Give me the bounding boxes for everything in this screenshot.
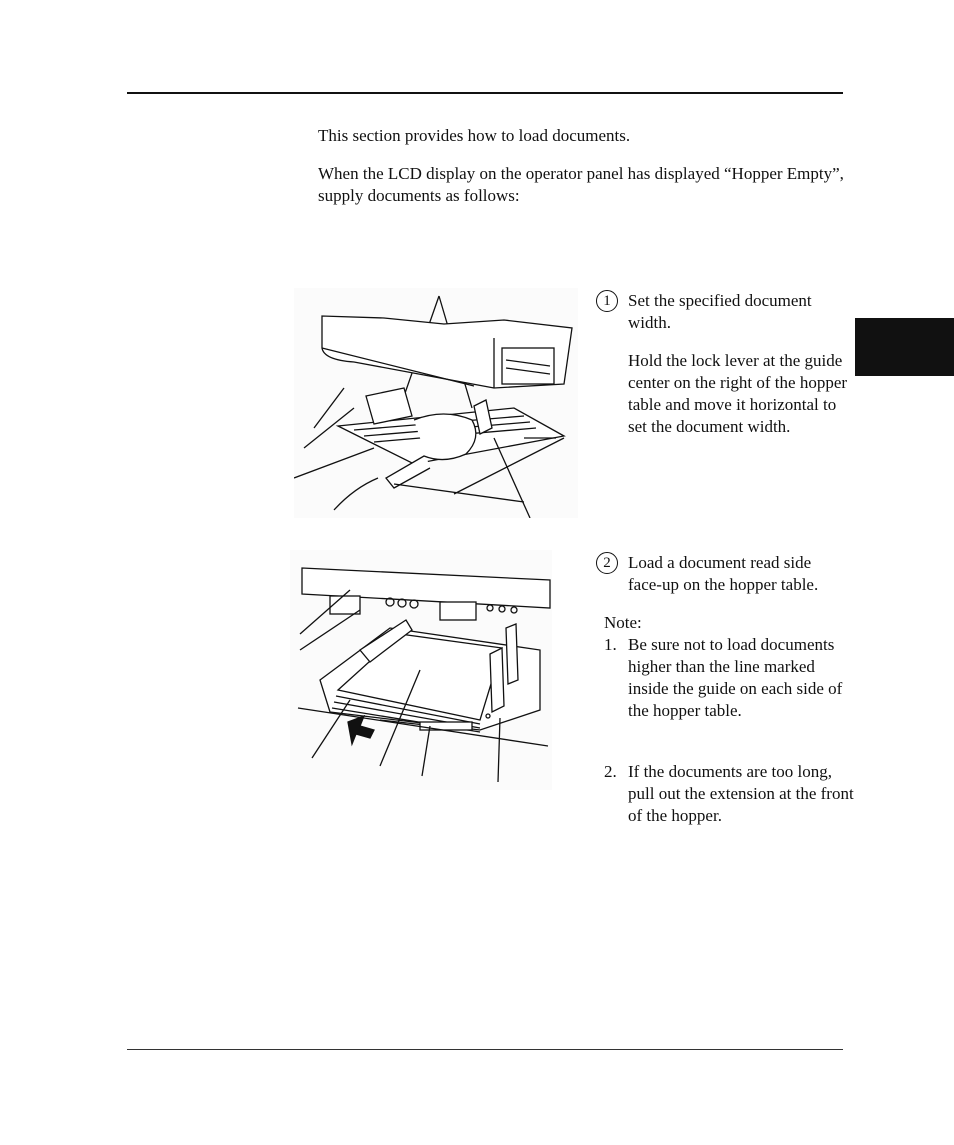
step-1-number: 1: [596, 290, 618, 312]
step-2-text: Load a document read side face-up on the hopper table.: [628, 553, 819, 594]
chapter-tab: [855, 318, 954, 376]
note-item-1-text: Be sure not to load documents higher than the line marked inside the guide on each side of the hopper table.: [628, 635, 843, 720]
note-item-2-text: If the documents are too long, pull out the extension at the front of the hopper.: [628, 762, 854, 825]
figure-load-documents: [290, 550, 552, 790]
step-2-number: 2: [596, 552, 618, 574]
note-item-2: [604, 761, 854, 827]
step-2: [596, 552, 848, 596]
step-1-detail: Hold the lock lever at the guide center on the right of the hopper table and move it horizontal to set the document width.: [628, 351, 848, 436]
figure-set-width: [294, 288, 578, 518]
step-1-text: Set the specified document width.: [628, 291, 812, 332]
intro-paragraph-2: When the LCD display on the operator panel has displayed “Hopper Empty”, supply documents as follows:: [318, 164, 844, 205]
note-item-2-number: 2.: [604, 762, 617, 781]
footer-rule: [127, 1049, 843, 1050]
intro-paragraph-1: This section provides how to load documents.: [318, 126, 631, 145]
note-item-1-number: 1.: [604, 635, 617, 654]
step-1: [596, 290, 848, 334]
note-item-1: [604, 634, 854, 722]
note-label: Note:: [604, 613, 642, 632]
header-rule: [127, 92, 843, 94]
